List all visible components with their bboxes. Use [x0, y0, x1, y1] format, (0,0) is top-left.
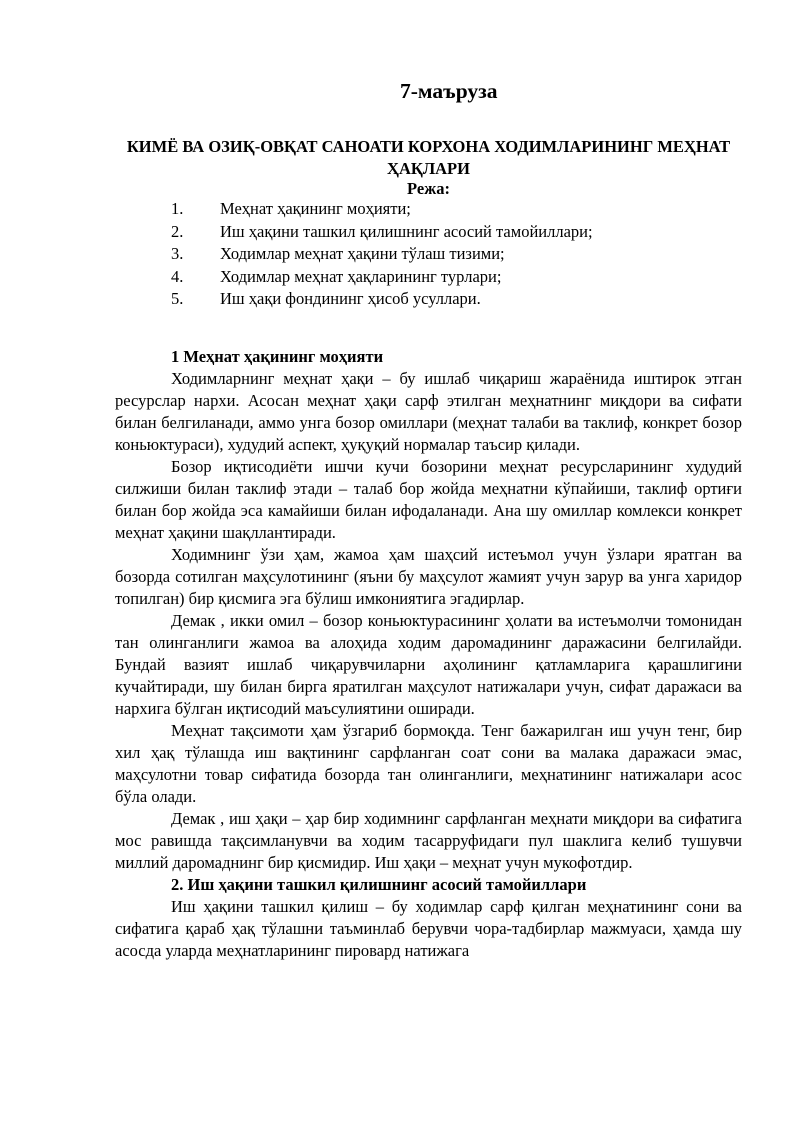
plan-item-number: 3. — [171, 244, 184, 263]
lecture-number: 7-маъруза — [400, 79, 498, 103]
plan-list — [171, 198, 593, 311]
document-body — [115, 346, 742, 962]
plan-item-number: 4. — [171, 266, 184, 286]
paragraph: Бозор иқтисодиёти ишчи кучи бозорини меҳнат ресурсларининг худудий силжиши билан таклиф этади – талаб бор жойда меҳнатни кўпайиши, таклиф ортиғи билан бор жойда эса камайиши билан ифодаланади. Ана шу омиллар комлекси конкрет меҳнат ҳақини шақллантиради. — [115, 457, 742, 542]
section-heading: 2. Иш ҳақини ташкил қилишнинг асосий тамойиллари — [171, 875, 587, 894]
paragraph: Иш ҳақини ташкил қилиш – бу ходимлар сарф қилган меҳнатининг сони ва сифатига қараб ҳақ тўлашни таъминлаб берувчи чора-тадбирлар мажмуаси, ҳамда шу асосда уларда меҳнатларининг пировард натижага — [115, 897, 742, 960]
section-heading: 1 Меҳнат ҳақининг моҳияти — [171, 347, 384, 366]
plan-item — [171, 221, 593, 244]
paragraph: Ходимнинг ўзи ҳам, жамоа ҳам шаҳсий истеъмол учун ўзлари яратган ва бозорда сотилган маҳсулотининг (яъни бу маҳсулот жамият учун зарур ва унга харидор топилган) бир қисмига эга бўлиш имкониятига эгадирлар. — [115, 545, 742, 608]
paragraph: Демак , иш ҳақи – ҳар бир ходимнинг сарфланган меҳнати миқдори ва сифатига мос равишда тақсимланувчи ва ходим тасарруфидаги пул шаклига келиб тушувчи миллий даромаднинг бир қисмидир. Иш ҳақи – меҳнат учун мукофотдир. — [115, 809, 742, 872]
plan-item-number: 1. — [171, 199, 184, 218]
plan-item — [171, 198, 593, 221]
page-title: КИМЁ ВА ОЗИҚ-ОВҚАТ САНОАТИ КОРХОНА ХОДИМЛАРИНИНГ МЕҲНАТ ҲАҚЛАРИ — [126, 137, 731, 178]
plan-item — [171, 243, 593, 266]
paragraph: Демак , икки омил – бозор коньюктурасининг ҳолати ва истеъмолчи томонидан тан олинганлиги жамоа ва алоҳида ходим даромадининг даражасини белгилайди. Бундай вазият ишлаб чиқарувчиларни аҳолининг қатламларига қарашлигини кучайтиради, шу билан бирга яратилган маҳсулот натижалари учун, сифат даражаси ва нархига бўлган иқтисодий маъсулиятини оширади. — [115, 611, 742, 718]
plan-item-text: Меҳнат ҳақининг моҳияти; — [220, 199, 411, 218]
plan-heading: Режа: — [407, 179, 450, 198]
plan-item-text: Ходимлар меҳнат ҳақларининг турлари; — [220, 266, 502, 286]
plan-item-text: Ходимлар меҳнат ҳақини тўлаш тизими; — [220, 244, 505, 263]
plan-item-number: 5. — [171, 289, 184, 308]
paragraph: Ходимларнинг меҳнат ҳақи – бу ишлаб чиқариш жараёнида иштирок этган ресурслар нархи. Асосан меҳнат ҳақи сарф этилган меҳнатнинг миқдори ва сифати билан белгиланади, аммо унга бозор омиллари (меҳнат талаби ва таклиф, конкрет бозор коньюктураси), худудий аспект, ҳуқуқий нормалар таъсир қилади. — [115, 369, 742, 454]
plan-item-text: Иш ҳақини ташкил қилишнинг асосий тамойиллари; — [220, 221, 593, 241]
plan-item-text: Иш ҳақи фондининг ҳисоб усуллари. — [220, 289, 481, 308]
paragraph: Меҳнат тақсимоти ҳам ўзгариб бормоқда. Тенг бажарилган иш учун тенг, бир хил ҳақ тўлашда иш вақтининг сарфланган соат сони ва малака даражаси эмас, маҳсулотни товар сифатида бозорда тан олинганлиги, меҳнатининг натижалари асос бўла олади. — [115, 721, 742, 806]
plan-item-number: 2. — [171, 221, 184, 241]
plan-item — [171, 288, 593, 311]
plan-item — [171, 266, 593, 289]
